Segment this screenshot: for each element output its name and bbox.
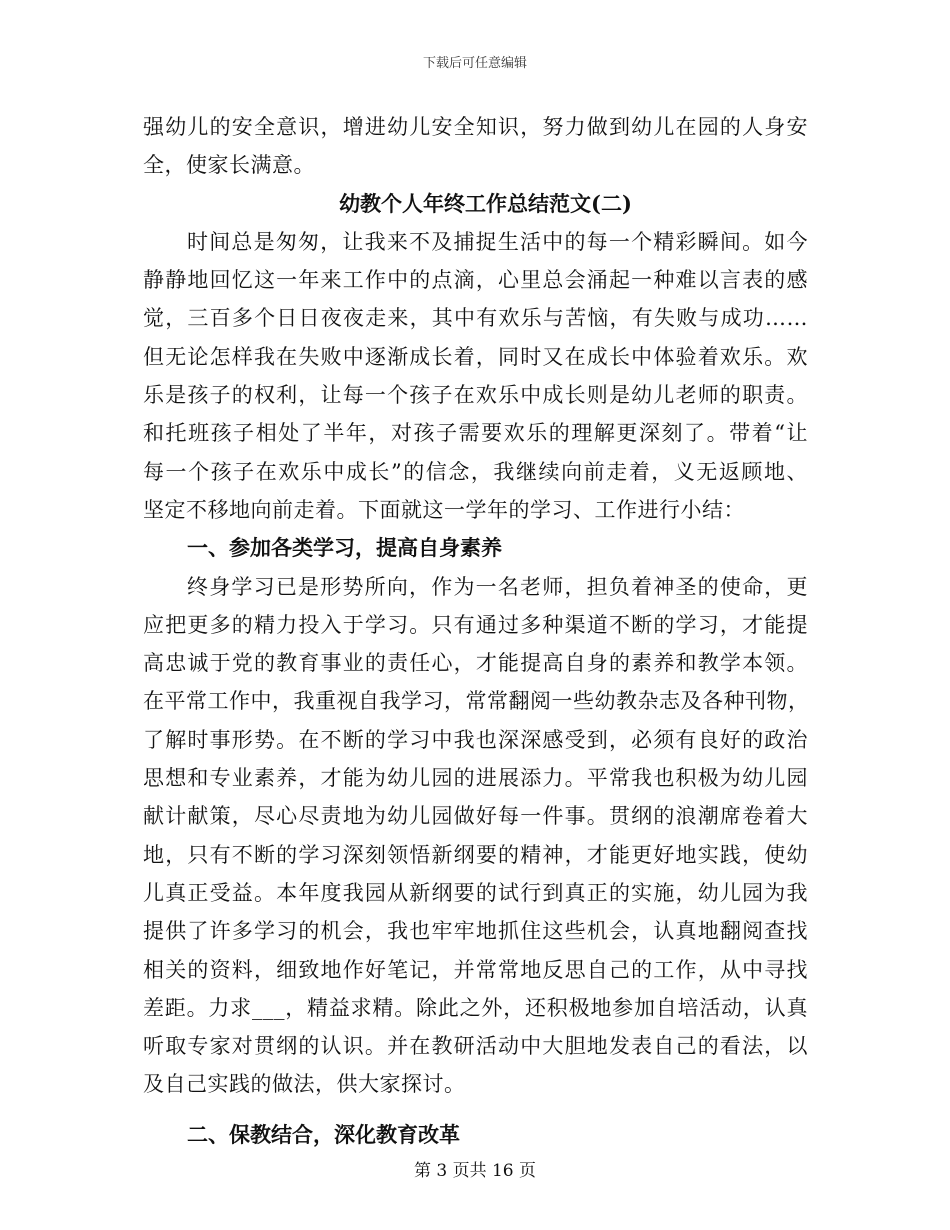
text-line: 静静地回忆这一年来工作中的点滴，心里总会涌起一种难以言表的感 xyxy=(143,268,808,293)
text-line: 应把更多的精力投入于学习。只有通过多种渠道不断的学习，才能提 xyxy=(143,612,808,637)
text-line: 提供了许多学习的机会，我也牢牢地抓住这些机会，认真地翻阅查找 xyxy=(143,919,808,944)
paragraph-1 xyxy=(143,223,808,529)
text-line: 但无论怎样我在失败中逐渐成长着，同时又在成长中体验着欢乐。欢 xyxy=(143,344,808,369)
text-line: 和托班孩子相处了半年，对孩子需要欢乐的理解更深刻了。带着“让 xyxy=(143,421,808,446)
text-line: 了解时事形势。在不断的学习中我也深深感受到，必须有良好的政治 xyxy=(143,727,808,752)
text-line: 全，使家长满意。 xyxy=(143,153,315,178)
page-header-note: 下载后可任意编辑 xyxy=(422,56,527,71)
text-line: 相关的资料，细致地作好笔记，并常常地反思自己的工作，从中寻找 xyxy=(143,957,808,982)
text-line: 乐是孩子的权利，让每一个孩子在欢乐中成长则是幼儿老师的职责。 xyxy=(143,383,808,408)
text-line: 地，只有不断的学习深刻领悟新纲要的精神，才能更好地实践，使幼 xyxy=(143,842,808,867)
text-line: 差距。力求___，精益求精。除此之外，还积极地参加自培活动，认真 xyxy=(143,995,808,1020)
intro-paragraph xyxy=(143,108,808,185)
text-line: 觉，三百多个日日夜夜走来，其中有欢乐与苦恼，有失败与成功…… xyxy=(143,306,808,331)
text-line: 及自己实践的做法，供大家探讨。 xyxy=(143,1072,466,1097)
document-body xyxy=(143,108,808,1154)
text-line: 听取专家对贯纲的认识。并在教研活动中大胆地发表自己的看法，以 xyxy=(143,1034,808,1059)
section-title: 幼教个人年终工作总结范文(二) xyxy=(339,190,632,216)
text-line: 坚定不移地向前走着。下面就这一学年的学习、工作进行小结： xyxy=(143,497,745,522)
text-line: 在平常工作中，我重视自我学习，常常翻阅一些幼教杂志及各种刊物， xyxy=(143,689,810,714)
text-line: 强幼儿的安全意识，增进幼儿安全知识，努力做到幼儿在园的人身安 xyxy=(143,115,808,139)
text-line: 终身学习已是形势所向，作为一名老师，担负着神圣的使命，更 xyxy=(187,574,808,599)
text-line: 献计献策，尽心尽责地为幼儿园做好每一件事。贯纲的浪潮席卷着大 xyxy=(143,804,808,829)
text-line: 儿真正受益。本年度我园从新纲要的试行到真正的实施，幼儿园为我 xyxy=(143,880,808,905)
text-line: 每一个孩子在欢乐中成长”的信念，我继续向前走着，义无返顾地、 xyxy=(143,459,808,484)
paragraph-2 xyxy=(143,568,808,1104)
text-line: 高忠诚于党的教育事业的责任心，才能提高自身的素养和教学本领。 xyxy=(143,651,808,676)
heading-1: 一、参加各类学习，提高自身素养 xyxy=(187,535,502,561)
text-line: 思想和专业素养，才能为幼儿园的进展添力。平常我也积极为幼儿园 xyxy=(143,766,808,791)
text-line: 时间总是匆匆，让我来不及捕捉生活中的每一个精彩瞬间。如今 xyxy=(187,229,808,254)
page-number: 第 3 页共 16 页 xyxy=(413,1161,537,1181)
heading-2: 二、保教结合，深化教育改革 xyxy=(187,1121,460,1147)
